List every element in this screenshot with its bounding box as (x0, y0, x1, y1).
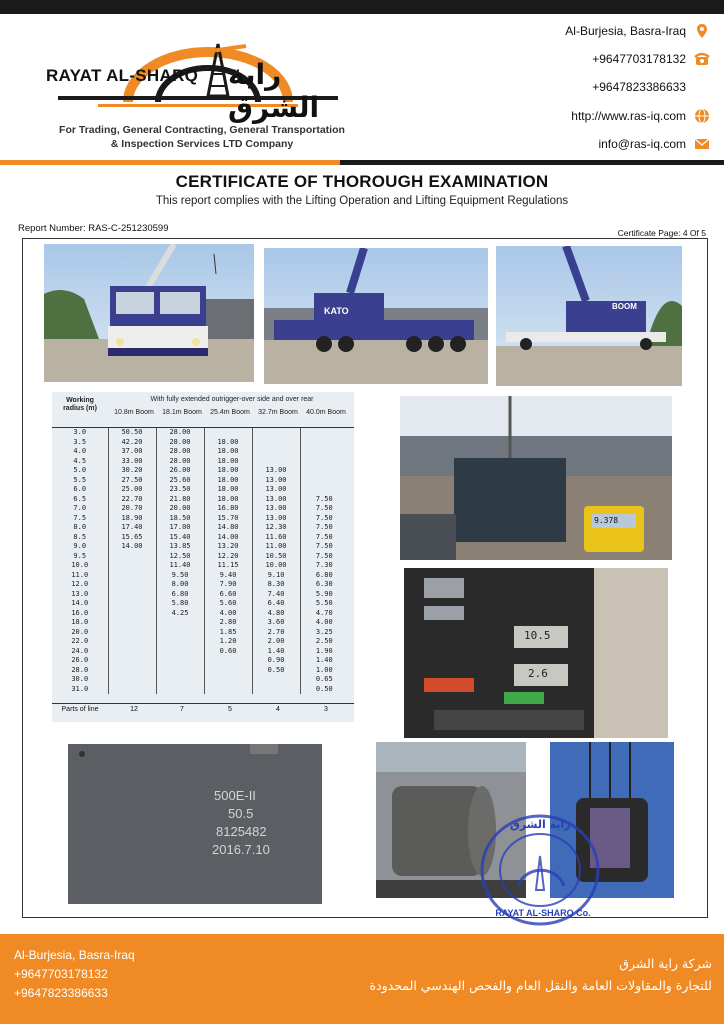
brand-name-arabic: راية الشرق (228, 58, 320, 124)
load-chart-row (52, 552, 348, 562)
parts-of-line-value: 4 (276, 706, 280, 713)
capacity-cell: 7.50 (300, 542, 348, 552)
capacity-cell: 22.70 (108, 495, 156, 505)
load-chart-table (52, 428, 348, 694)
capacity-cell: 18.00 (204, 476, 252, 486)
stamp-text-english: RAYAT AL-SHARQ Co. (495, 908, 591, 918)
report-number: Report Number: RAS-C-251230599 (18, 223, 169, 234)
capacity-cell: 12.30 (252, 523, 300, 533)
capacity-cell: 20.70 (108, 504, 156, 514)
radius-cell: 10.0 (71, 561, 89, 569)
capacity-cell: 0.90 (252, 656, 300, 666)
capacity-cell: 7.50 (300, 504, 348, 514)
capacity-cell: 18.00 (204, 485, 252, 495)
email-text[interactable]: info@ras-iq.com (598, 137, 686, 151)
radius-cell: 9.5 (73, 551, 87, 560)
plate-line-2: 50.5 (228, 806, 254, 821)
radius-cell: 24.0 (71, 646, 89, 655)
load-chart-row (52, 628, 348, 638)
contact-phone-2 (592, 79, 710, 95)
capacity-cell (156, 666, 204, 676)
location-pin-icon (694, 23, 710, 39)
company-logo (38, 24, 358, 124)
capacity-cell: 18.00 (204, 457, 252, 467)
load-chart-row (52, 476, 348, 486)
capacity-cell: 14.00 (204, 533, 252, 543)
certificate-page: Certificate Page: 4 Of 5 (617, 228, 706, 238)
capacity-cell: 11.00 (252, 542, 300, 552)
radius-cell: 7.0 (73, 504, 87, 512)
capacity-cell: 17.40 (108, 523, 156, 533)
load-chart-row (52, 485, 348, 495)
capacity-cell (300, 485, 348, 495)
capacity-cell (156, 628, 204, 638)
capacity-cell (108, 571, 156, 581)
capacity-cell: 13.00 (252, 466, 300, 476)
capacity-cell: 2.00 (252, 637, 300, 647)
top-bar (0, 0, 724, 14)
photo-crane-side (264, 248, 488, 384)
radius-cell: 28.0 (71, 665, 89, 674)
radius-cell: 20.0 (71, 627, 89, 636)
load-chart-photo (52, 392, 354, 722)
plate-line-3: 8125482 (216, 824, 267, 839)
radius-cell: 22.0 (71, 637, 89, 645)
radius-cell: 4.0 (73, 447, 87, 455)
capacity-cell: 15.40 (156, 533, 204, 543)
capacity-cell: 0.65 (300, 675, 348, 685)
capacity-cell: 15.65 (108, 533, 156, 543)
plate-line-4: 2016.7.10 (212, 842, 270, 857)
capacity-cell: 0.50 (300, 685, 348, 695)
brand-name-english: RAYAT AL-SHARQ (46, 66, 199, 85)
capacity-cell (204, 428, 252, 438)
capacity-cell: 6.80 (156, 590, 204, 600)
capacity-cell (156, 675, 204, 685)
photo-crane-front (44, 244, 254, 382)
capacity-cell: 2.50 (300, 637, 348, 647)
radius-cell: 13.0 (71, 589, 89, 598)
capacity-cell: 9.40 (204, 571, 252, 581)
capacity-cell: 13.00 (252, 495, 300, 505)
capacity-cell: 13.00 (252, 514, 300, 524)
lmi-reading-2: 2.6 (528, 667, 548, 680)
boom-header: 25.4m Boom (210, 409, 250, 416)
parts-of-line-value: 5 (228, 706, 232, 713)
load-chart-row (52, 542, 348, 552)
contact-website[interactable] (571, 108, 710, 124)
capacity-cell: 1.40 (252, 647, 300, 657)
photo-serial-plate (68, 744, 322, 904)
capacity-cell: 11.60 (252, 533, 300, 543)
capacity-cell (108, 628, 156, 638)
capacity-cell: 7.50 (300, 533, 348, 543)
capacity-cell: 9.10 (252, 571, 300, 581)
capacity-cell (204, 675, 252, 685)
capacity-cell: 28.00 (156, 428, 204, 438)
capacity-cell: 13.85 (156, 542, 204, 552)
capacity-cell: 18.00 (204, 495, 252, 505)
load-chart-row (52, 561, 348, 571)
capacity-cell: 0.50 (252, 666, 300, 676)
load-cell-reading: 9.378 (594, 516, 619, 525)
capacity-cell (156, 618, 204, 628)
photo-test-weight (400, 396, 672, 560)
load-chart-row (52, 514, 348, 524)
capacity-cell: 3.25 (300, 628, 348, 638)
capacity-cell: 0.60 (204, 647, 252, 657)
company-stamp (478, 812, 608, 932)
capacity-cell: 1.85 (204, 628, 252, 638)
phone-icon (694, 51, 710, 67)
load-chart-row (52, 580, 348, 590)
capacity-cell (108, 609, 156, 619)
capacity-cell: 6.60 (204, 590, 252, 600)
radius-cell: 14.0 (71, 599, 89, 607)
capacity-cell: 7.50 (300, 514, 348, 524)
radius-cell: 9.0 (73, 542, 87, 550)
load-chart-row (52, 618, 348, 628)
capacity-cell: 27.50 (108, 476, 156, 486)
capacity-cell (108, 675, 156, 685)
parts-of-line-value: 7 (180, 706, 184, 713)
boom-header: 32.7m Boom (258, 409, 298, 416)
capacity-cell: 7.30 (300, 561, 348, 571)
capacity-cell (252, 447, 300, 457)
capacity-cell: 28.00 (156, 457, 204, 467)
load-chart-header (52, 392, 354, 428)
boom-header: 10.8m Boom (114, 409, 154, 416)
capacity-cell: 4.25 (156, 609, 204, 619)
footer (0, 934, 724, 1024)
capacity-cell: 12.50 (156, 552, 204, 562)
capacity-cell: 18.00 (204, 466, 252, 476)
capacity-cell: 42.20 (108, 438, 156, 448)
capacity-cell (108, 561, 156, 571)
load-chart-row (52, 666, 348, 676)
website-text[interactable]: http://www.ras-iq.com (571, 109, 686, 123)
capacity-cell (108, 618, 156, 628)
load-chart-radius-header: Working radius (m) (63, 397, 97, 412)
capacity-cell (156, 685, 204, 695)
globe-icon (694, 108, 710, 124)
load-chart-row (52, 504, 348, 514)
capacity-cell: 11.15 (204, 561, 252, 571)
load-chart-row (52, 647, 348, 657)
capacity-cell: 28.00 (156, 438, 204, 448)
radius-cell: 5.0 (73, 466, 87, 474)
capacity-cell (300, 447, 348, 457)
radius-cell: 4.5 (73, 456, 87, 465)
load-chart-row (52, 599, 348, 609)
load-chart-row (52, 571, 348, 581)
capacity-cell: 6.80 (300, 571, 348, 581)
load-chart-row (52, 457, 348, 467)
capacity-cell (300, 476, 348, 486)
capacity-cell: 1.90 (300, 647, 348, 657)
capacity-cell (156, 637, 204, 647)
radius-cell: 12.0 (71, 580, 89, 588)
capacity-cell: 1.40 (300, 656, 348, 666)
capacity-cell: 25.00 (108, 485, 156, 495)
capacity-cell: 5.60 (204, 599, 252, 609)
capacity-cell: 1.20 (204, 637, 252, 647)
photo-lmi-panel (404, 568, 668, 738)
capacity-cell: 21.80 (156, 495, 204, 505)
footer-phone-2: +9647823386633 (14, 986, 108, 1000)
capacity-cell: 12.20 (204, 552, 252, 562)
radius-cell: 30.0 (71, 675, 89, 683)
contact-email[interactable] (598, 136, 710, 152)
load-chart-span-header: With fully extended outrigger-over side and over rear (150, 396, 314, 403)
capacity-cell: 13.00 (252, 485, 300, 495)
radius-cell: 8.0 (73, 523, 87, 531)
address-text: Al-Burjesia, Basra-Iraq (565, 24, 686, 38)
boom-header: 40.0m Boom (306, 409, 346, 416)
capacity-cell: 5.80 (156, 599, 204, 609)
boom-header: 18.1m Boom (162, 409, 202, 416)
capacity-cell: 14.00 (108, 542, 156, 552)
capacity-cell (108, 647, 156, 657)
lmi-reading-1: 10.5 (524, 629, 551, 642)
load-chart-row (52, 495, 348, 505)
capacity-cell (252, 438, 300, 448)
tagline-line-1: For Trading, General Contracting, General Transportation (59, 124, 345, 136)
footer-address: Al-Burjesia, Basra-Iraq (14, 948, 135, 962)
capacity-cell: 7.50 (300, 552, 348, 562)
load-chart-row (52, 656, 348, 666)
footer-company-arabic-desc: للتجارة والمقاولات العامة والنقل العام والفحص الهندسي المحدودة (369, 978, 712, 993)
crane-brand-label: KATO (324, 306, 349, 316)
capacity-cell: 4.00 (300, 618, 348, 628)
photo-crane-rear (496, 246, 682, 386)
capacity-cell: 11.40 (156, 561, 204, 571)
phone-2-spacer (694, 79, 710, 95)
radius-cell: 16.0 (71, 608, 89, 617)
stamp-text-arabic: راية الشرق (510, 818, 571, 831)
radius-cell: 8.5 (73, 532, 87, 541)
capacity-cell (252, 457, 300, 467)
load-chart-row (52, 466, 348, 476)
capacity-cell (156, 656, 204, 666)
capacity-cell: 50.50 (108, 428, 156, 438)
load-chart-row (52, 523, 348, 533)
capacity-cell: 6.30 (300, 580, 348, 590)
radius-cell: 11.0 (71, 570, 89, 579)
capacity-cell: 8.30 (252, 580, 300, 590)
radius-cell: 18.0 (71, 618, 89, 626)
capacity-cell: 5.50 (300, 599, 348, 609)
capacity-cell: 30.20 (108, 466, 156, 476)
capacity-cell: 18.00 (204, 438, 252, 448)
radius-cell: 26.0 (71, 656, 89, 664)
capacity-cell: 4.00 (204, 609, 252, 619)
capacity-cell (204, 685, 252, 695)
contact-phone-1 (592, 51, 710, 67)
capacity-cell (108, 580, 156, 590)
load-chart-row (52, 438, 348, 448)
capacity-cell: 10.50 (252, 552, 300, 562)
parts-of-line-value: 12 (130, 706, 138, 713)
load-chart-row (52, 685, 348, 695)
capacity-cell: 13.00 (252, 476, 300, 486)
capacity-cell: 25.60 (156, 476, 204, 486)
capacity-cell: 4.70 (300, 609, 348, 619)
radius-cell: 6.5 (73, 494, 87, 503)
capacity-cell (156, 647, 204, 657)
capacity-cell: 33.00 (108, 457, 156, 467)
capacity-cell: 13.20 (204, 542, 252, 552)
capacity-cell (252, 675, 300, 685)
capacity-cell: 1.00 (300, 666, 348, 676)
document-subtitle: This report complies with the Lifting Operation and Lifting Equipment Regulations (155, 195, 569, 207)
capacity-cell: 2.80 (204, 618, 252, 628)
plate-line-1: 500E-II (214, 788, 256, 803)
capacity-cell: 2.70 (252, 628, 300, 638)
capacity-cell: 28.00 (156, 447, 204, 457)
capacity-cell (300, 466, 348, 476)
parts-of-line-row (52, 703, 354, 715)
load-chart-row (52, 609, 348, 619)
capacity-cell: 10.00 (252, 561, 300, 571)
capacity-cell (300, 457, 348, 467)
capacity-cell: 6.40 (252, 599, 300, 609)
capacity-cell: 18.50 (156, 514, 204, 524)
capacity-cell (108, 552, 156, 562)
capacity-cell: 8.00 (156, 580, 204, 590)
capacity-cell (108, 685, 156, 695)
capacity-cell (108, 666, 156, 676)
capacity-cell (204, 666, 252, 676)
capacity-cell: 18.00 (204, 447, 252, 457)
capacity-cell: 17.00 (156, 523, 204, 533)
capacity-cell: 16.80 (204, 504, 252, 514)
capacity-cell: 4.80 (252, 609, 300, 619)
capacity-cell: 20.00 (156, 504, 204, 514)
document-title: CERTIFICATE OF THOROUGH EXAMINATION (175, 172, 549, 191)
capacity-cell: 7.50 (300, 523, 348, 533)
radius-cell: 3.5 (73, 437, 87, 446)
radius-cell: 5.5 (73, 475, 87, 484)
capacity-cell (252, 685, 300, 695)
capacity-cell: 13.00 (252, 504, 300, 514)
parts-of-line-label: Parts of line (61, 706, 99, 713)
capacity-cell: 18.90 (108, 514, 156, 524)
load-chart-row (52, 637, 348, 647)
capacity-cell: 37.00 (108, 447, 156, 457)
capacity-cell (108, 656, 156, 666)
tagline-line-2: & Inspection Services LTD Company (110, 138, 294, 150)
capacity-cell: 26.00 (156, 466, 204, 476)
footer-phone-1: +9647703178132 (14, 967, 108, 981)
capacity-cell: 7.50 (300, 495, 348, 505)
capacity-cell: 5.90 (300, 590, 348, 600)
capacity-cell (108, 637, 156, 647)
capacity-cell (204, 656, 252, 666)
capacity-cell (252, 428, 300, 438)
parts-of-line-value: 3 (324, 706, 328, 713)
capacity-cell: 14.80 (204, 523, 252, 533)
capacity-cell (300, 428, 348, 438)
capacity-cell: 7.40 (252, 590, 300, 600)
header-divider-dark (340, 160, 724, 165)
radius-cell: 3.0 (73, 428, 87, 436)
radius-cell: 31.0 (71, 684, 89, 693)
radius-cell: 7.5 (73, 513, 87, 522)
capacity-cell: 23.50 (156, 485, 204, 495)
capacity-cell: 9.50 (156, 571, 204, 581)
radius-cell: 6.0 (73, 485, 87, 493)
phone-1-text: +9647703178132 (592, 52, 686, 66)
capacity-cell: 3.60 (252, 618, 300, 628)
capacity-cell (108, 590, 156, 600)
capacity-cell (300, 438, 348, 448)
footer-company-arabic: شركة راية الشرق (619, 956, 712, 971)
envelope-icon (694, 136, 710, 152)
load-chart-row (52, 428, 348, 438)
phone-2-text: +9647823386633 (592, 80, 686, 94)
boom-label: BOOM (612, 302, 637, 311)
contact-address (565, 23, 710, 39)
load-chart-row (52, 533, 348, 543)
capacity-cell: 15.70 (204, 514, 252, 524)
load-chart-row (52, 447, 348, 457)
capacity-cell: 7.90 (204, 580, 252, 590)
capacity-cell (108, 599, 156, 609)
load-chart-row (52, 590, 348, 600)
load-chart-row (52, 675, 348, 685)
